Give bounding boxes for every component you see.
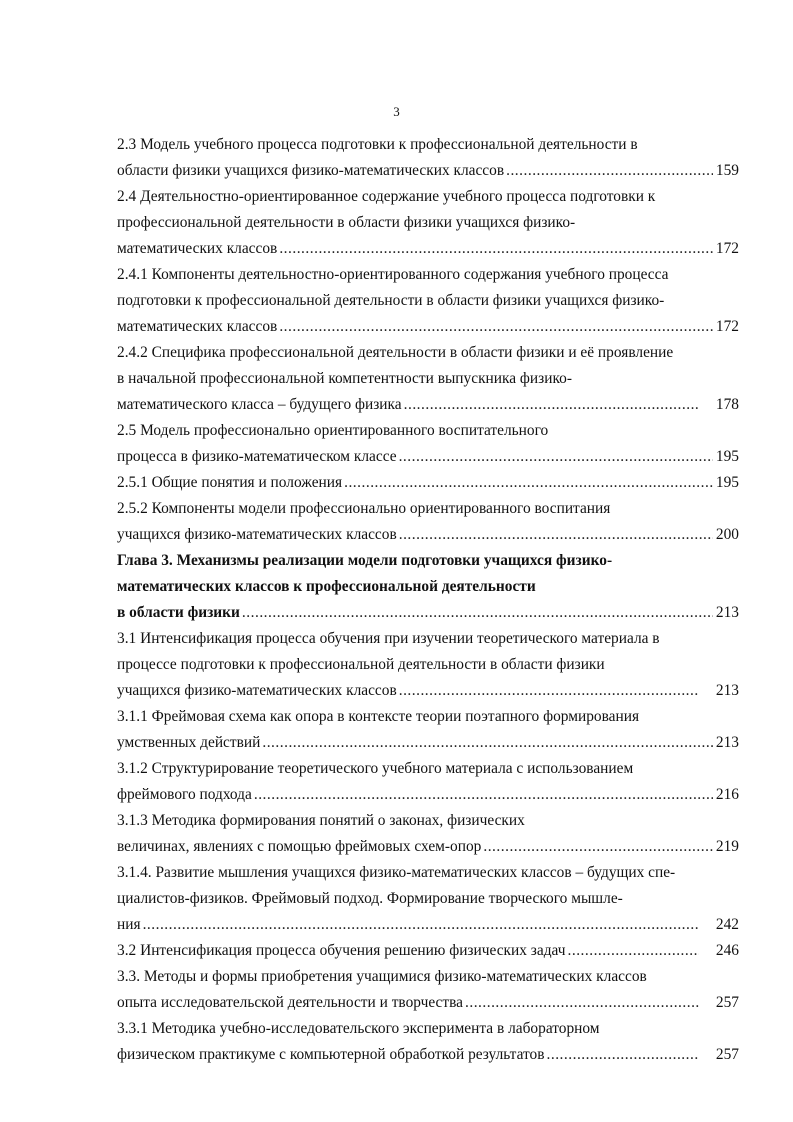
- toc-entry: [117, 418, 739, 470]
- toc-entry: [117, 262, 739, 340]
- dot-leader: [399, 444, 713, 470]
- toc-entry-last-line: [117, 392, 739, 418]
- toc-entry-last-line: [117, 1042, 739, 1068]
- toc-entry-last-line: [117, 678, 739, 704]
- toc-entry: [117, 860, 739, 938]
- toc-entry: [117, 1016, 739, 1068]
- dot-leader: [404, 392, 699, 418]
- toc-entry-text: 2.5.1 Общие понятия и положения: [117, 474, 343, 491]
- dot-leader: [506, 158, 713, 184]
- toc-page-number: 246: [715, 942, 739, 959]
- toc-entry-text: 2.4.1 Компоненты деятельностно-ориентированного содержания учебного процесса: [117, 266, 669, 283]
- dot-leader: [279, 236, 713, 262]
- toc-page-number: 195: [715, 448, 739, 465]
- toc-page-number: 213: [715, 682, 739, 699]
- toc-entry-last-line: [117, 782, 739, 808]
- toc-entry-text: математических классов: [117, 240, 278, 257]
- toc-entry-text: 2.4 Деятельностно-ориентированное содержание учебного процесса подготовки к: [117, 188, 656, 205]
- toc-page-number: 257: [715, 1046, 739, 1063]
- toc-entry-last-line: [117, 730, 739, 756]
- toc-entry-text: в области физики: [117, 604, 240, 621]
- toc-entry-text: 2.5 Модель профессионально ориентированного воспитательного: [117, 422, 549, 439]
- toc-entry-text: 2.5.2 Компоненты модели профессионально ориентированного воспитания: [117, 500, 611, 517]
- dot-leader: [483, 834, 713, 860]
- toc-entry-text: математического класса – будущего физика: [117, 396, 402, 413]
- toc-entry-last-line: [117, 938, 739, 964]
- toc-entry-text: учащихся физико-математических классов: [117, 526, 397, 543]
- dot-leader: [568, 938, 699, 964]
- toc-entry: [117, 938, 739, 964]
- toc-entry-last-line: [117, 158, 739, 184]
- toc-entry-text: 3.1.3 Методика формирования понятий о законах, физических: [117, 812, 525, 829]
- toc-entry: [117, 808, 739, 860]
- toc-entry: [117, 184, 739, 262]
- toc-entry: [117, 470, 739, 496]
- toc-entry-last-line: [117, 470, 739, 496]
- toc-entry-text: области физики учащихся физико-математических классов: [117, 162, 505, 179]
- toc-page-number: 178: [715, 396, 739, 413]
- toc-entry-text: в начальной профессиональной компетентности выпускника физико-: [117, 370, 572, 387]
- dot-leader: [242, 600, 713, 626]
- toc-page-number: 172: [715, 318, 739, 335]
- toc-entry-text: учащихся физико-математических классов: [117, 682, 397, 699]
- toc-page-number: 172: [715, 240, 739, 257]
- toc-entry-last-line: [117, 834, 739, 860]
- toc-entry-text: математических классов к профессиональной деятельности: [117, 578, 536, 595]
- dot-leader: [465, 990, 699, 1016]
- dot-leader: [344, 470, 713, 496]
- toc-entry-text: 3.1.4. Развитие мышления учащихся физико-математических классов – будущих спе-: [117, 864, 676, 881]
- toc-entry: [117, 132, 739, 184]
- toc-entry-text: профессиональной деятельности в области физики учащихся физико-: [117, 214, 576, 231]
- toc-entry-text: умственных действий: [117, 734, 261, 751]
- toc-entry: [117, 626, 739, 704]
- table-of-contents: [117, 132, 739, 1068]
- dot-leader: [254, 782, 713, 808]
- toc-entry: [117, 964, 739, 1016]
- toc-entry: [117, 340, 739, 418]
- dot-leader: [143, 912, 699, 938]
- toc-entry-text: математических классов: [117, 318, 278, 335]
- toc-entry-last-line: [117, 990, 739, 1016]
- toc-entry: [117, 756, 739, 808]
- toc-entry-text: 2.4.2 Специфика профессиональной деятельности в области физики и её проявление: [117, 344, 674, 361]
- dot-leader: [262, 730, 713, 756]
- toc-page-number: 195: [715, 474, 739, 491]
- toc-entry-last-line: [117, 236, 739, 262]
- toc-entry-text: фреймового подхода: [117, 786, 252, 803]
- toc-page-number: 159: [715, 162, 739, 179]
- toc-entry-text: 3.3. Методы и формы приобретения учащимися физико-математических классов: [117, 968, 647, 985]
- toc-page-number: 200: [715, 526, 739, 543]
- toc-entry-text: величинах, явлениях с помощью фреймовых схем-опор: [117, 838, 482, 855]
- toc-entry-text: ния: [117, 916, 141, 933]
- toc-entry-text: процессе подготовки к профессиональной деятельности в области физики: [117, 656, 605, 673]
- toc-page-number: 257: [715, 994, 739, 1011]
- toc-entry-last-line: [117, 912, 739, 938]
- dot-leader: [399, 678, 699, 704]
- toc-entry-text: физическом практикуме с компьютерной обработкой результатов: [117, 1046, 545, 1063]
- toc-page-number: 219: [715, 838, 739, 855]
- toc-entry-text: 3.2 Интенсификация процесса обучения решению физических задач: [117, 942, 566, 959]
- toc-entry-last-line: [117, 444, 739, 470]
- toc-page-number: 216: [715, 786, 739, 803]
- dot-leader: [399, 522, 713, 548]
- toc-entry-text: Глава 3. Механизмы реализации модели подготовки учащихся физико-: [117, 552, 613, 569]
- toc-entry: [117, 496, 739, 548]
- toc-entry-last-line: [117, 522, 739, 548]
- dot-leader: [279, 314, 713, 340]
- toc-page-number: 213: [715, 734, 739, 751]
- page-number: 3: [393, 104, 400, 119]
- toc-entry: [117, 704, 739, 756]
- toc-page-number: 242: [715, 916, 739, 933]
- toc-entry-text: процесса в физико-математическом классе: [117, 448, 397, 465]
- toc-entry-text: 3.1.1 Фреймовая схема как опора в контексте теории поэтапного формирования: [117, 708, 640, 725]
- toc-entry-text: 2.3 Модель учебного процесса подготовки к профессиональной деятельности в: [117, 136, 638, 153]
- toc-entry-text: 3.3.1 Методика учебно-исследовательского эксперимента в лабораторном: [117, 1020, 600, 1037]
- toc-entry-text: опыта исследовательской деятельности и творчества: [117, 994, 463, 1011]
- dot-leader: [547, 1042, 699, 1068]
- toc-entry-text: 3.1 Интенсификация процесса обучения при изучении теоретического материала в: [117, 630, 660, 647]
- toc-entry-text: циалистов-физиков. Фреймовый подход. Формирование творческого мышле-: [117, 890, 623, 907]
- toc-entry: [117, 548, 739, 626]
- toc-entry-last-line: [117, 600, 739, 626]
- toc-entry-text: 3.1.2 Структурирование теоретического учебного материала с использованием: [117, 760, 634, 777]
- toc-page-number: 213: [715, 604, 739, 621]
- toc-entry-text: подготовки к профессиональной деятельности в области физики учащихся физико-: [117, 292, 665, 309]
- toc-entry-last-line: [117, 314, 739, 340]
